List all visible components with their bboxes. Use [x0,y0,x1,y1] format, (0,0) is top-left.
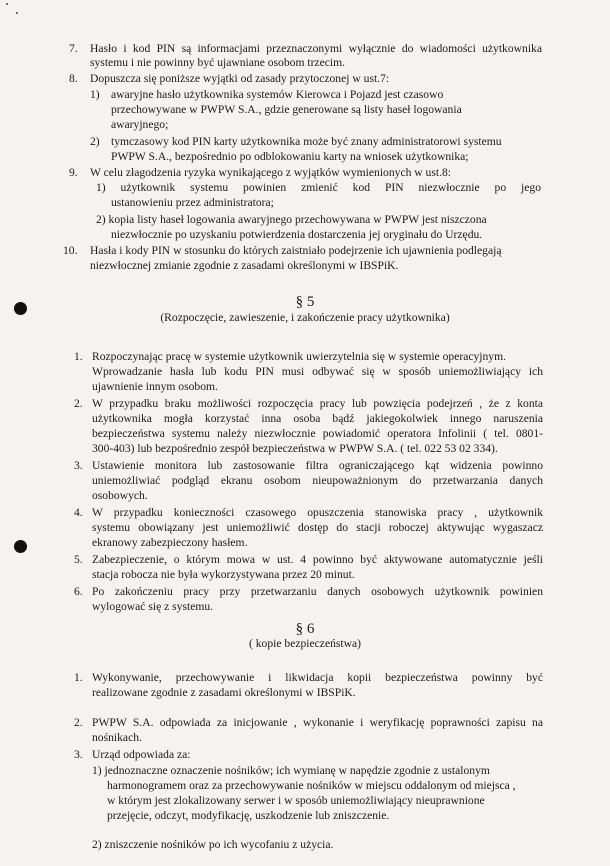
list-item-text: Wprowadzanie hasła lub kodu PIN musi odbywać się w sposób uniemożliwiający ich [92,365,543,378]
list-item-text: użytkownika mogła korzystać inna osoba bądź jakiegokolwiek innego naruszenia [92,412,543,425]
list-number: 2. [74,716,83,729]
list-number: 3. [74,748,83,761]
sublist-item-text: awaryjne hasło użytkownika systemów Kierowca i Pojazd jest czasowo [111,88,444,101]
sublist-number: 2) [90,135,100,148]
list-item-text: ekranowy zabezpieczony hasłem. [92,536,248,549]
sublist-number: 1) [90,88,100,101]
sublist-item-text: przechowywane w PWPW S.A., gdzie generowane są listy haseł logowania [111,103,462,116]
list-item-text: realizowane zgodnie z zasadami określonymi w IBSPiK. [92,686,356,699]
scan-speck [6,3,8,5]
list-item-text: PWPW S.A. odpowiada za inicjowanie , wykonanie i weryfikację poprawności zapisu na [92,716,543,729]
list-item-text: Hasło i kod PIN są informacjami przeznaczonymi wyłącznie do wiadomości użytkownika [90,42,542,55]
list-item-text: niezwłocznej zmianie zgodnie z zasadami określonymi w IBSPiK. [90,259,399,272]
list-item-text: Dopuszcza się poniższe wyjątki od zasady przytoczonej w ust.7: [90,72,390,85]
list-item-text: W przypadku konieczności czasowego opuszczenia stanowiska pracy , użytkownik [92,506,543,519]
list-number: 4. [74,506,83,519]
list-item-text: W przypadku braku możliwości rozpoczęcia pracy lub powzięcia podejrzeń , że z konta [92,397,543,410]
list-item-text: Ustawienie monitora lub zastosowanie filtra ograniczającego kąt widzenia powinno [92,459,543,472]
sublist-item-text: ustanowieniu przez administratora; [111,196,274,209]
section-title: (Rozpoczęcie, zawieszenie, i zakończenie pracy użytkownika) [160,311,450,324]
list-item-text: Urząd odpowiada za: [92,748,191,761]
list-item-text: nośnikach. [92,731,142,744]
sublist-item-text: PWPW S.A., bezpośrednio po odblokowaniu karty na wniosek użytkownika; [111,150,469,163]
sublist-item-text: w którym jest zlokalizowany serwer i w sposób uniemożliwiający nieuprawnione [107,794,485,807]
scan-speck [16,12,18,14]
list-item-text: osobowych. [92,489,148,502]
sublist-item-text: 1) jednoznaczne oznaczenie nośników; ich wymianę w napędzie zgodnie z ustalonym [92,764,490,777]
list-number: 6. [74,585,83,598]
list-number: 3. [74,459,83,472]
section-heading: § 6 [295,621,315,637]
list-item-text: Zabezpieczenie, o którym mowa w ust. 4 powinno być aktywowane automatycznie jeśli [92,553,543,566]
sublist-item-text: 2) kopia listy haseł logowania awaryjnego przechowywana w PWPW jest niszczona [96,213,487,226]
list-number: 1. [74,671,83,684]
list-item-text: Po zakończeniu pracy przy przetwarzaniu danych osobowych użytkownik powinien [92,585,543,598]
list-item-text: Rozpoczynając pracę w systemie użytkownik uwierzytelnia się w systemie operacyjnym. [92,350,507,363]
list-item-text: W celu złagodzenia ryzyka wynikającego z wyjątków wymienionych w ust.8: [90,166,452,179]
list-item-text: uniemożliwiać podgląd ekranu osobom nieupoważnionym do przetwarzania danych [92,474,543,487]
list-item-text: stacja robocza nie była wykorzystywana przez 20 minut. [92,568,355,581]
sublist-item-text: harmonogramem oraz za przechowywanie nośników w miejscu oddalonym od miejsca , [107,779,516,792]
sublist-item-text: 2) zniszczenie nośników po ich wycofaniu z użycia. [92,838,334,851]
list-item-text: ujawnienie innym osobom. [92,380,218,393]
section-heading: § 5 [295,294,315,310]
section-title: ( kopie bezpieczeństwa) [248,637,361,650]
sublist-item-text: przejęcie, odczyt, modyfikację, uszkodzenie lub zniszczenie. [107,809,390,822]
list-number: 2. [74,397,83,410]
list-item-text: wylogować się z systemu. [92,600,214,613]
list-item-text: systemu obowiązany jest uniemożliwić dostęp do stacji roboczej aktywując wygaszacz [92,521,543,534]
list-number: 9. [69,166,78,179]
sublist-item-text: niezwłocznie po uzyskaniu potwierdzenia dostarczenia jej oryginału do Urzędu. [111,228,483,241]
list-number: 1. [74,350,83,363]
sublist-item-text: 1) użytkownik systemu powinien zmienić kod PIN niezwłocznie po jego [96,181,541,194]
list-number: 10. [63,244,78,257]
list-number: 5. [74,553,83,566]
list-number: 7. [69,42,78,55]
list-item-text: 300-403) lub bezpośrednio zespół bezpieczeństwa w PWPW S.A. ( tel. 022 53 02 334). [92,442,498,455]
list-item-text: Wykonywanie, przechowywanie i likwidacja kopii bezpieczeństwa powinny być [92,671,543,684]
list-item-text: systemu i nie powinny być ujawniane osobom trzecim. [90,56,346,69]
sublist-item-text: awaryjnego; [111,118,169,131]
punch-hole [14,540,27,553]
sublist-item-text: tymczasowy kod PIN karty użytkownika może być znany administratorowi systemu [111,135,502,148]
list-item-text: bezpieczeństwa systemu należy niezwłocznie powiadomić operatora Infolinii ( tel. 0801- [92,427,543,440]
list-item-text: Hasła i kody PIN w stosunku do których zaistniało podejrzenie ich ujawnienia podlegają [90,244,502,257]
list-number: 8. [69,72,78,85]
